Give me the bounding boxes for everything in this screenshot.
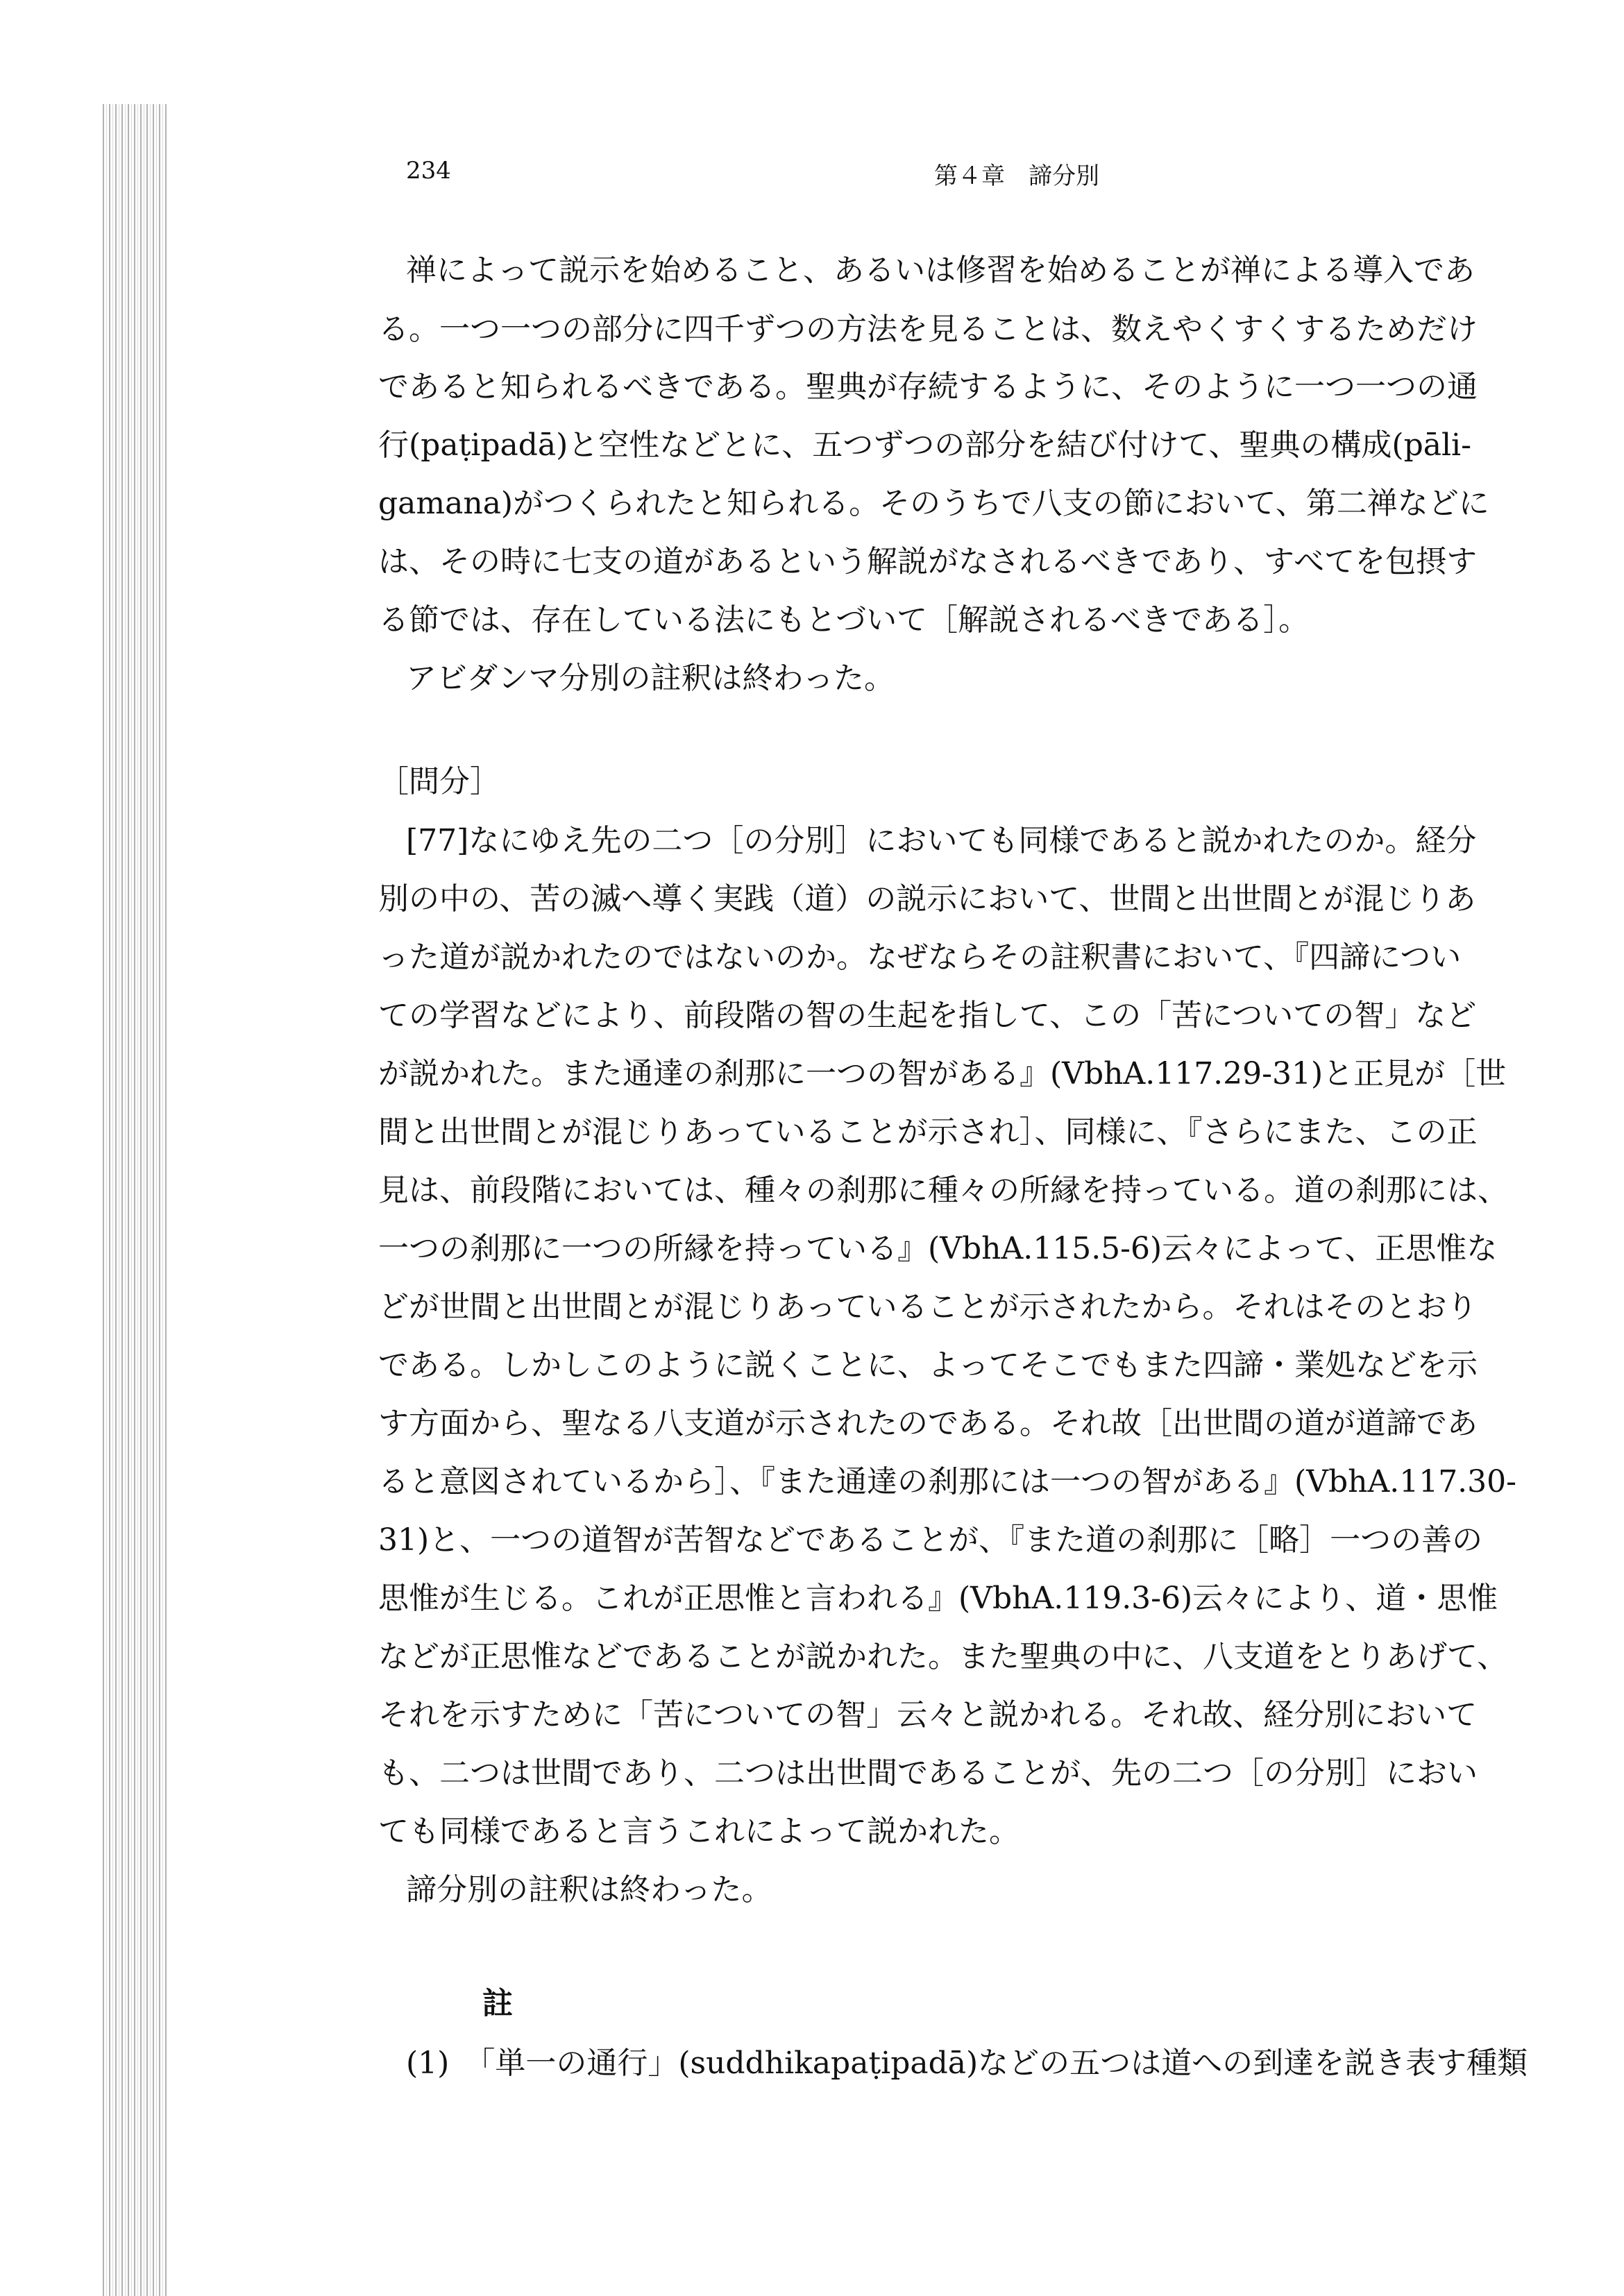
book-binding-shadow — [103, 104, 167, 2296]
paragraph1-line: 禅によって説示を始めること、あるいは修習を始めることが禅による導入であ — [406, 253, 1475, 288]
paragraph1-line: は、その時に七支の道があるという解説がなされるべきであり、すべてを包摂す — [378, 544, 1478, 579]
paragraph1-line: であると知られるべきである。聖典が存続するように、そのように一つ一つの通 — [378, 369, 1478, 405]
closing-sacca-vibhanga: 諦分別の註釈は終わった。 — [406, 1872, 772, 1907]
paragraph1-line: る。一つ一つの部分に四千ずつの方法を見ることは、数えやくすくするためだけ — [378, 312, 1478, 347]
paragraph1-line: 行(paṭipadā)と空性などとに、五つずつの部分を結び付けて、聖典の構成(pāli- — [378, 427, 1471, 463]
paragraph2-line: などが正思惟などであることが説かれた。また聖典の中に、八支道をとりあげて、 — [378, 1639, 1508, 1674]
paragraph2-line: 思惟が生じる。これが正思惟と言われる』(VbhA.119.3-6)云々により、道・思惟 — [378, 1581, 1498, 1616]
paragraph2-line: が説かれた。また通達の刹那に一つの智がある』(VbhA.117.29-31)と正見が［世 — [378, 1056, 1507, 1091]
paragraph2-line: った道が説かれたのではないのか。なぜならその註釈書において、『四諦につい — [378, 939, 1462, 975]
page-header — [406, 157, 1559, 192]
paragraph2-line: 別の中の、苦の滅へ導く実践（道）の説示において、世間と出世間とが混じりあ — [378, 881, 1476, 917]
paragraph2-line: ての学習などにより、前段階の智の生起を指して、この「苦についての智」など — [378, 998, 1477, 1033]
paragraph2-line: ると意図されているから］、『また通達の刹那には一つの智がある』(VbhA.117.30- — [378, 1464, 1517, 1499]
paragraph2-line: 一つの刹那に一つの所縁を持っている』(VbhA.115.5-6)云々によって、正思惟な — [378, 1231, 1498, 1266]
paragraph2-line: ても同様であると言うこれによって説かれた。 — [378, 1814, 1020, 1849]
paragraph2-line: す方面から、聖なる八支道が示されたのである。それ故［出世間の道が道諦であ — [378, 1406, 1478, 1441]
paragraph2-line: 間と出世間とが混じりあっていることが示され］、同様に、『さらにまた、この正 — [378, 1114, 1478, 1150]
notes-heading: 註 — [482, 1986, 513, 2021]
section-label: ［問分］ — [378, 764, 500, 799]
paragraph2-line: [77]なにゆえ先の二つ［の分別］においても同様であると説かれたのか。経分 — [406, 823, 1477, 858]
paragraph2-line: である。しかしこのように説くことに、よってそこでもまた四諦・業処などを示 — [378, 1347, 1478, 1383]
paragraph2-line: 31)と、一つの道智が苦智などであることが、『また道の刹那に［略］一つの善の — [378, 1522, 1483, 1558]
note-1: (1) 「単一の通行」(suddhikapaṭipadā)などの五つは道への到達を説き表す種類 — [406, 2046, 1528, 2081]
paragraph1-line: gamana)がつくられたと知られる。そのうちで八支の節において、第二禅などに — [378, 486, 1489, 521]
paragraph2-line: も、二つは世間であり、二つは出世間であることが、先の二つ［の分別］におい — [378, 1755, 1478, 1791]
running-title: 第４章 諦分別 — [934, 162, 1099, 190]
paragraph2-line: どが世間と出世間とが混じりあっていることが示されたから。それはそのとおり — [378, 1289, 1478, 1325]
paragraph1-line: る節では、存在している法にもとづいて［解説されるべきである］。 — [378, 602, 1310, 638]
paragraph2-line: それを示すために「苦についての智」云々と説かれる。それ故、経分別において — [378, 1697, 1478, 1733]
page-number: 234 — [406, 157, 451, 185]
paragraph2-line: 見は、前段階においては、種々の刹那に種々の所縁を持っている。道の刹那には、 — [378, 1173, 1508, 1208]
closing-abhidhamma: アビダンマ分別の註釈は終わった。 — [406, 661, 895, 696]
